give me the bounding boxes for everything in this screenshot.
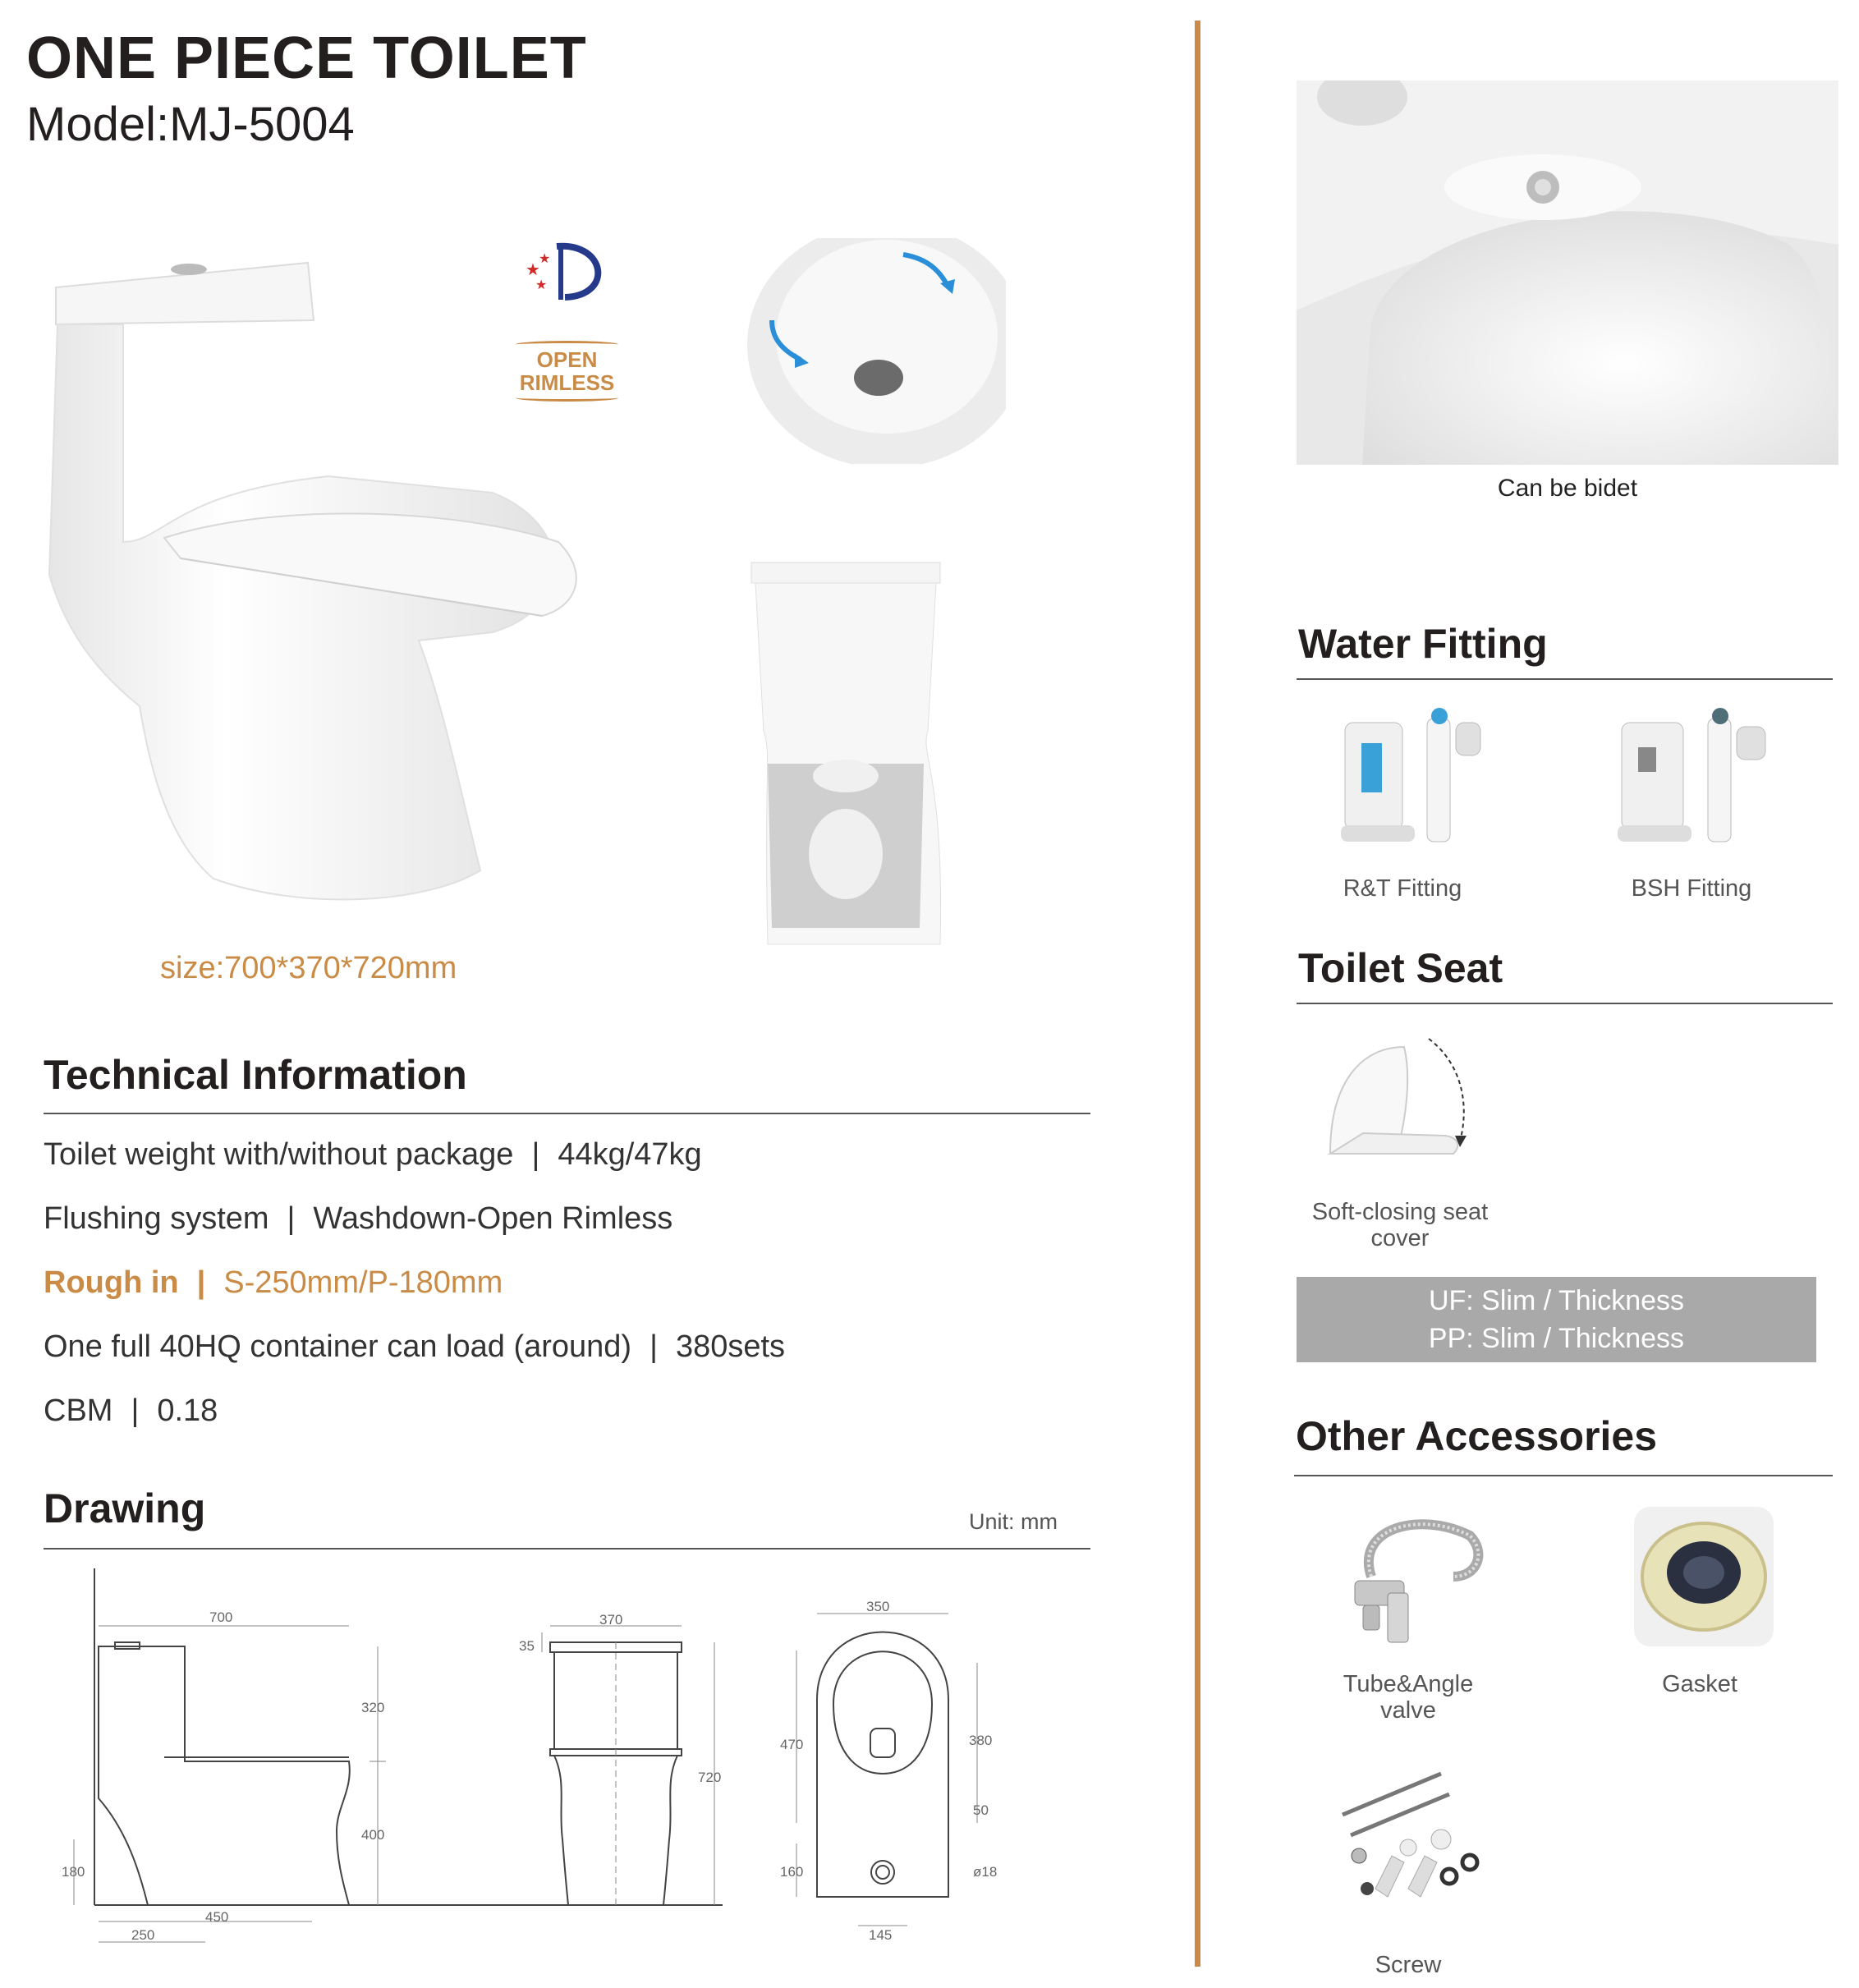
dim-top-seat: 380: [969, 1733, 993, 1748]
dim-front-width: 370: [599, 1612, 623, 1628]
toilet-back-image: [743, 558, 948, 953]
svg-text:★: ★: [526, 259, 540, 279]
water-fitting-divider: [1297, 678, 1833, 680]
dim-top-length: 470: [780, 1737, 804, 1752]
dim-side-450: 450: [205, 1909, 229, 1925]
toilet-seat-divider: [1297, 1003, 1833, 1004]
dim-top-dia: ø18: [973, 1864, 998, 1880]
dim-side-width: 700: [209, 1609, 233, 1625]
tube-angle-valve-icon: [1338, 1503, 1486, 1651]
bidet-caption: Can be bidet: [1497, 475, 1638, 502]
model-number: Model:MJ-5004: [26, 98, 355, 151]
spec-key: Flushing system: [44, 1201, 269, 1236]
dim-front-height: 720: [698, 1770, 722, 1785]
technical-drawing: [49, 1560, 1018, 1963]
rt-fitting-label: R&T Fitting: [1343, 875, 1462, 902]
spec-separator: |: [131, 1393, 140, 1428]
gasket-icon: [1630, 1503, 1778, 1651]
dim-side-250: 250: [131, 1927, 155, 1943]
svg-text:★: ★: [535, 277, 548, 292]
open-rimless-badge: [516, 341, 618, 411]
spec-row: [44, 1329, 785, 1365]
screw-caption: Screw: [1375, 1952, 1442, 1978]
spec-value: 44kg/47kg: [558, 1137, 702, 1172]
dim-top-width: 350: [866, 1599, 890, 1614]
soft-close-seat-icon: [1314, 1031, 1478, 1170]
toilet-seat-title: Toilet Seat: [1298, 945, 1503, 991]
seat-option-uf: UF: Slim / Thickness: [1428, 1285, 1685, 1316]
rimless-bowl-image: [723, 238, 1006, 464]
seat-option-pp: PP: Slim / Thickness: [1428, 1323, 1685, 1354]
spec-separator: |: [650, 1329, 658, 1364]
bsh-fitting-icon: [1613, 706, 1778, 854]
badge-line2: RIMLESS: [519, 370, 615, 395]
dim-side-tank: 320: [361, 1700, 385, 1715]
front-view-drawing: [542, 1626, 714, 1905]
tube-caption-line1: Tube&Angle: [1343, 1671, 1474, 1697]
product-size: size:700*370*720mm: [160, 951, 457, 985]
accessories-title: Other Accessories: [1296, 1413, 1658, 1459]
dim-top-drain: 160: [780, 1864, 804, 1880]
tube-caption-line2: valve: [1380, 1697, 1436, 1724]
spec-key: Toilet weight with/without package: [44, 1137, 514, 1172]
soft-close-seat-caption: [1289, 1199, 1511, 1251]
accessories-divider: [1294, 1475, 1833, 1476]
technical-title: Technical Information: [44, 1052, 467, 1098]
spec-separator: |: [196, 1265, 206, 1300]
drawing-divider: [44, 1548, 1090, 1550]
bsh-fitting-label: BSH Fitting: [1631, 875, 1752, 902]
dim-side-180: 180: [62, 1864, 85, 1880]
seat-caption-line1: Soft-closing seat: [1311, 1199, 1489, 1225]
drawing-unit: Unit: mm: [969, 1509, 1058, 1534]
dim-top-center: 145: [869, 1927, 893, 1943]
spec-value: 380sets: [675, 1329, 786, 1364]
page-title: ONE PIECE TOILET: [26, 25, 587, 91]
dim-front-lid: 35: [519, 1638, 535, 1654]
spec-key: One full 40HQ container can load (around): [44, 1329, 632, 1364]
svg-text:★: ★: [539, 250, 551, 266]
bidet-image: [1297, 80, 1838, 465]
seat-caption-line2: cover: [1370, 1225, 1430, 1251]
dim-side-bowl: 400: [361, 1827, 385, 1843]
gasket-caption: Gasket: [1662, 1671, 1737, 1697]
spec-row-rough-in: [44, 1265, 503, 1301]
water-fitting-title: Water Fitting: [1298, 621, 1548, 667]
spec-value: 0.18: [157, 1393, 218, 1428]
drawing-title: Drawing: [44, 1485, 206, 1531]
tube-angle-valve-caption: [1297, 1671, 1519, 1724]
spec-separator: |: [531, 1137, 540, 1172]
spec-row: [44, 1137, 702, 1173]
rt-fitting-icon: [1337, 706, 1493, 854]
spec-separator: |: [287, 1201, 296, 1236]
technical-divider: [44, 1113, 1090, 1114]
badge-line1: OPEN: [536, 347, 598, 372]
screw-icon: [1326, 1765, 1490, 1938]
brand-logo-icon: [524, 238, 610, 304]
spec-row: [44, 1201, 672, 1237]
spec-value: Washdown-Open Rimless: [313, 1201, 673, 1236]
column-divider: [1195, 21, 1200, 1967]
toilet-main-image: [33, 246, 591, 920]
seat-options-box: [1297, 1277, 1816, 1362]
dim-top-hole: 50: [973, 1802, 989, 1818]
spec-key: Rough in: [44, 1265, 179, 1300]
spec-key: CBM: [44, 1393, 113, 1428]
spec-row: [44, 1393, 218, 1429]
top-view-drawing: [796, 1614, 977, 1926]
spec-value: S-250mm/P-180mm: [223, 1265, 503, 1300]
